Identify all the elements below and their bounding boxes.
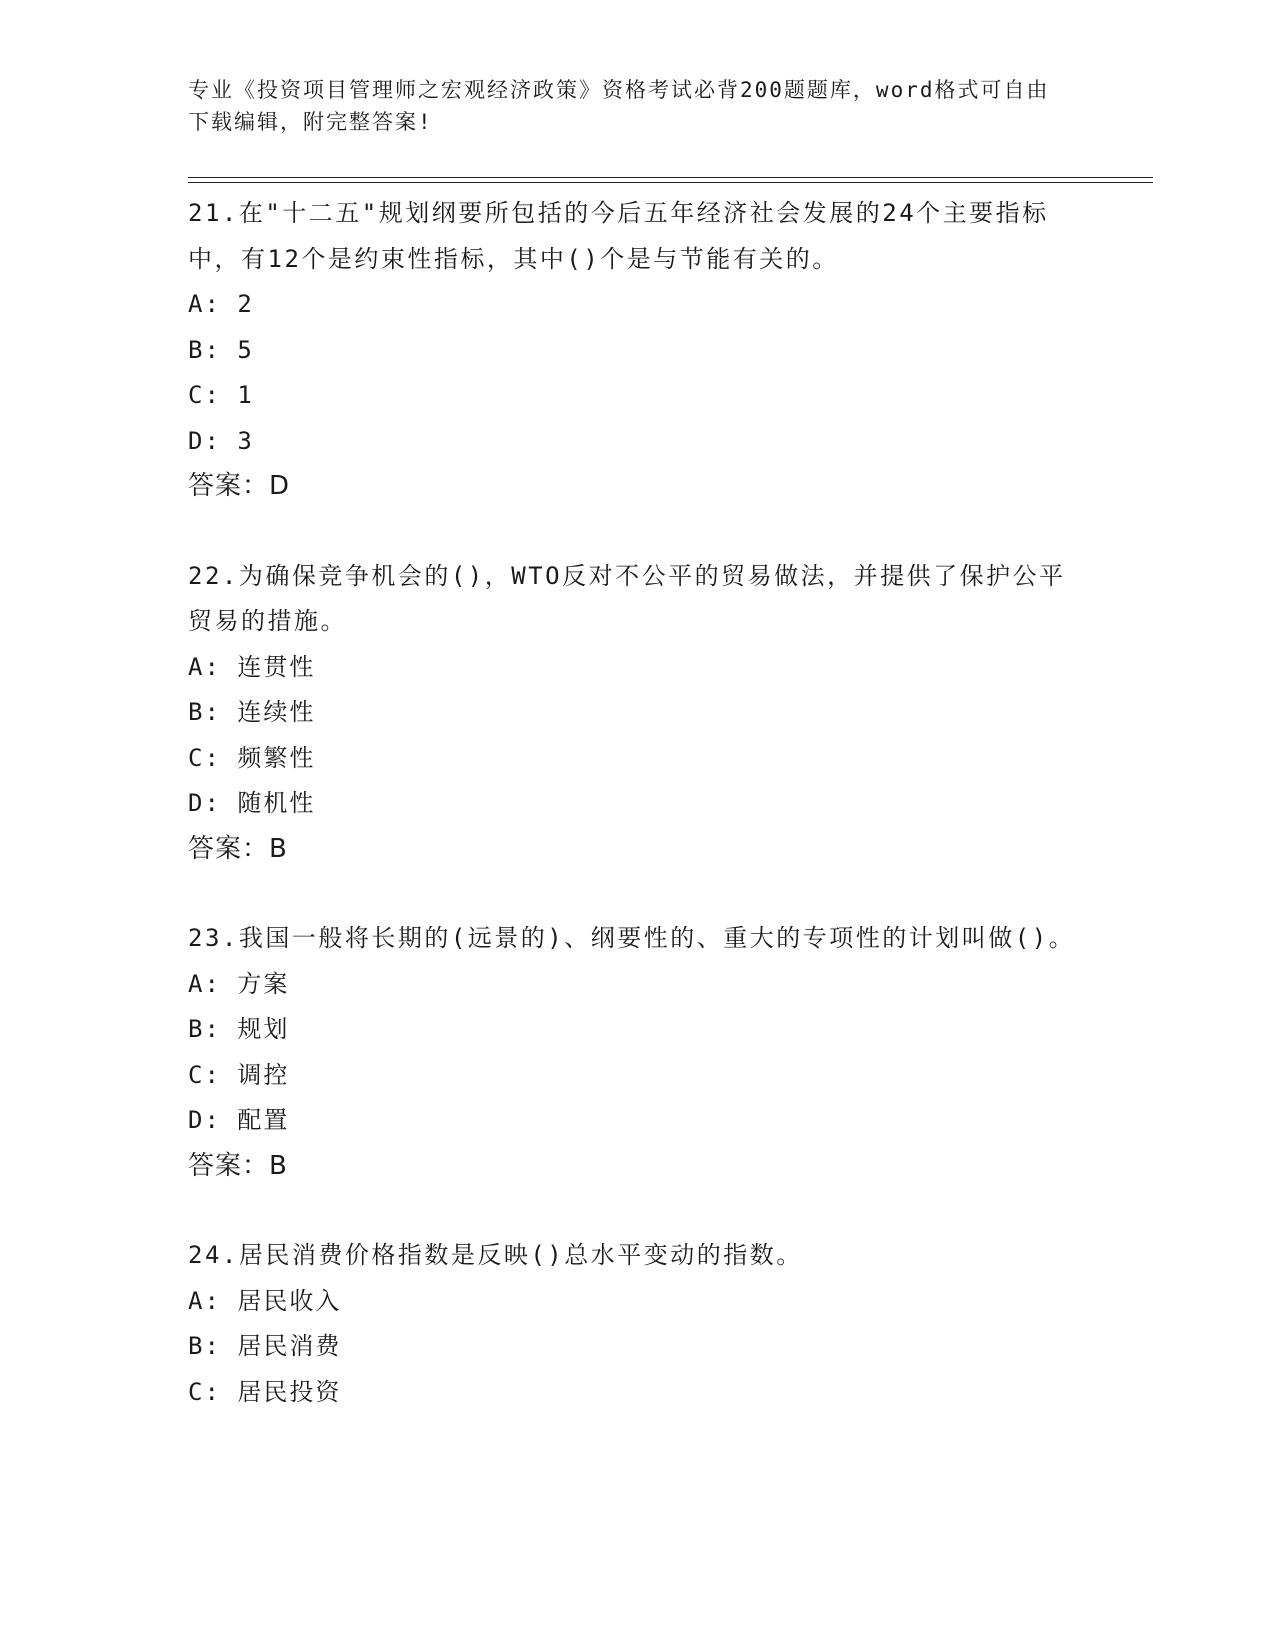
option-d: D: 3 xyxy=(188,426,254,455)
question-stem: 23.我国一般将长期的(远景的)、纲要性的、重大的专项性的计划叫做()。 xyxy=(188,924,1076,952)
option-c: C: 1 xyxy=(188,381,254,409)
question-stem: 24.居民消费价格指数是反映()总水平变动的指数。 xyxy=(188,1241,803,1269)
option-b: B: 连续性 xyxy=(188,698,316,726)
question-23 xyxy=(188,916,1088,1189)
option-a: A: 2 xyxy=(188,290,254,318)
question-stem: 21.在"十二五"规划纲要所包括的今后五年经济社会发展的24个主要指标中，有12个是约束性指标，其中()个是与节能有关的。 xyxy=(188,199,1049,273)
option-d: D: 随机性 xyxy=(188,789,316,817)
option-b: B: 5 xyxy=(188,335,254,364)
option-a: A: 居民收入 xyxy=(188,1286,342,1315)
option-b: B: 规划 xyxy=(188,1015,290,1043)
question-24 xyxy=(188,1233,1088,1415)
header-divider-bottom xyxy=(188,182,1153,183)
answer-line: 答案：B xyxy=(188,1150,288,1181)
option-a: A: 连贯性 xyxy=(188,652,316,681)
header-divider-top xyxy=(188,177,1153,178)
option-c: C: 频繁性 xyxy=(188,743,316,772)
option-c: C: 调控 xyxy=(188,1060,290,1089)
question-22 xyxy=(188,554,1088,873)
option-c: C: 居民投资 xyxy=(188,1377,342,1406)
question-21 xyxy=(188,191,1088,510)
option-b: B: 居民消费 xyxy=(188,1332,342,1360)
question-stem: 22.为确保竞争机会的()，WTO反对不公平的贸易做法，并提供了保护公平贸易的措施。 xyxy=(188,561,1066,635)
option-a: A: 方案 xyxy=(188,969,290,998)
answer-line: 答案：D xyxy=(188,471,291,501)
document-header xyxy=(188,74,1068,138)
option-d: D: 配置 xyxy=(188,1106,290,1134)
answer-line: 答案：B xyxy=(188,833,288,864)
header-title: 专业《投资项目管理师之宏观经济政策》资格考试必背200题题库，word格式可自由下载编辑，附完整答案! xyxy=(188,78,1050,134)
question-list xyxy=(188,191,1088,1459)
